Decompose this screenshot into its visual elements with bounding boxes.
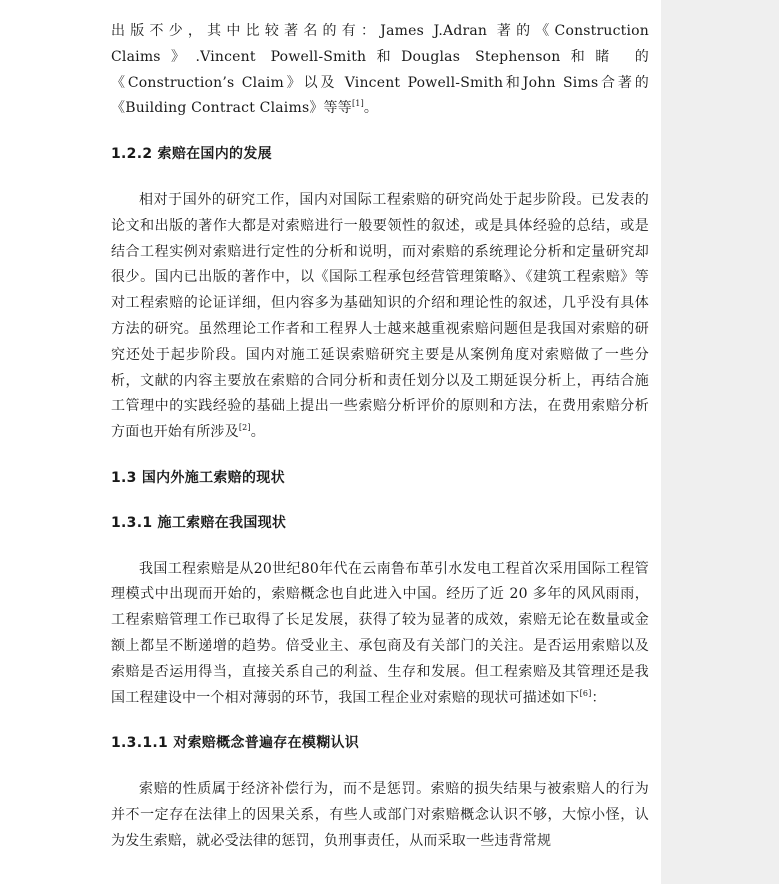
intro-paragraph <box>111 19 649 122</box>
heading-1-3-1: 1.3.1 施工索赔在我国现状 <box>111 514 287 531</box>
document-body <box>111 19 649 855</box>
citation-ref-6: [6] <box>579 688 592 698</box>
intro-paragraph-text: 出版不少，其中比较著名的有：James J.Adran 著的《Construction Claims》.Vincent Powell-Smith和Douglas Stephenson和睹 的《Construction’s Claim》以及 Vincent Powell-Smith和John Sims合著的《Building Contract Claims》等等 <box>111 23 649 117</box>
viewer-side-panel <box>661 0 779 884</box>
intro-paragraph-tail: 。 <box>363 100 379 117</box>
heading-1-2-2: 1.2.2 索赔在国内的发展 <box>111 146 272 163</box>
paragraph-china-status-tail: ： <box>591 689 606 706</box>
heading-1-3: 1.3 国内外施工索赔的现状 <box>111 469 285 486</box>
paragraph-domestic-development <box>111 188 649 446</box>
paragraph-concept-misunderstanding: 索赔的性质属于经济补偿行为，而不是惩罚。索赔的损失结果与被索赔人的行为并不一定存在法律上的因果关系，有些人或部门对索赔概念认识不够，大惊小怪，认为发生索赔，就必受法律的惩罚，负刑事责任，从而采取一些违背常规 <box>111 781 649 849</box>
citation-ref-1: [1] <box>351 99 364 109</box>
paragraph-domestic-development-tail: 。 <box>250 424 265 441</box>
paragraph-china-status <box>111 557 649 712</box>
citation-ref-2: [2] <box>238 423 251 433</box>
paragraph-china-status-text: 我国工程索赔是从20世纪80年代在云南鲁布革引水发电工程首次采用国际工程管理模式中出现而开始的，索赔概念也自此进入中国。经历了近 20 多年的风风雨雨，工程索赔管理工作已取得了长足发展，获得了较为显著的成效，索赔无论在数量或金额上都呈不断递增的趋势。倍受业主、承包商及有关部门的关注。是否运用索赔以及索赔是否运用得当，直接关系自己的利益、生存和发展。但工程索赔及其管理还是我国工程建设中一个相对薄弱的环节，我国工程企业对索赔的现状可描述如下 <box>111 560 649 706</box>
heading-1-3-1-1: 1.3.1.1 对索赔概念普遍存在模糊认识 <box>111 735 360 752</box>
paragraph-domestic-development-text: 相对于国外的研究工作，国内对国际工程索赔的研究尚处于起步阶段。已发表的论文和出版的著作大都是对索赔进行一般要领性的叙述，或是具体经验的总结，或是结合工程实例对索赔进行定性的分析和说明，而对索赔的系统理论分析和定量研究却很少。国内已出版的著作中，以《国际工程承包经营管理策略》、《建筑工程索赔》等对工程索赔的论证详细，但内容多为基础知识的介绍和理论性的叙述，几乎没有具体方法的研究。虽然理论工作者和工程界人士越来越重视索赔问题但是我国对索赔的研究还处于起步阶段。国内对施工延误索赔研究主要是从案例角度对索赔做了一些分析，文献的内容主要放在索赔的合同分析和责任划分以及工期延误分析上，再结合施工管理中的实践经验的基础上提出一些索赔分析评价的原则和方法，在费用索赔分析方面也开始有所涉及 <box>111 191 649 441</box>
